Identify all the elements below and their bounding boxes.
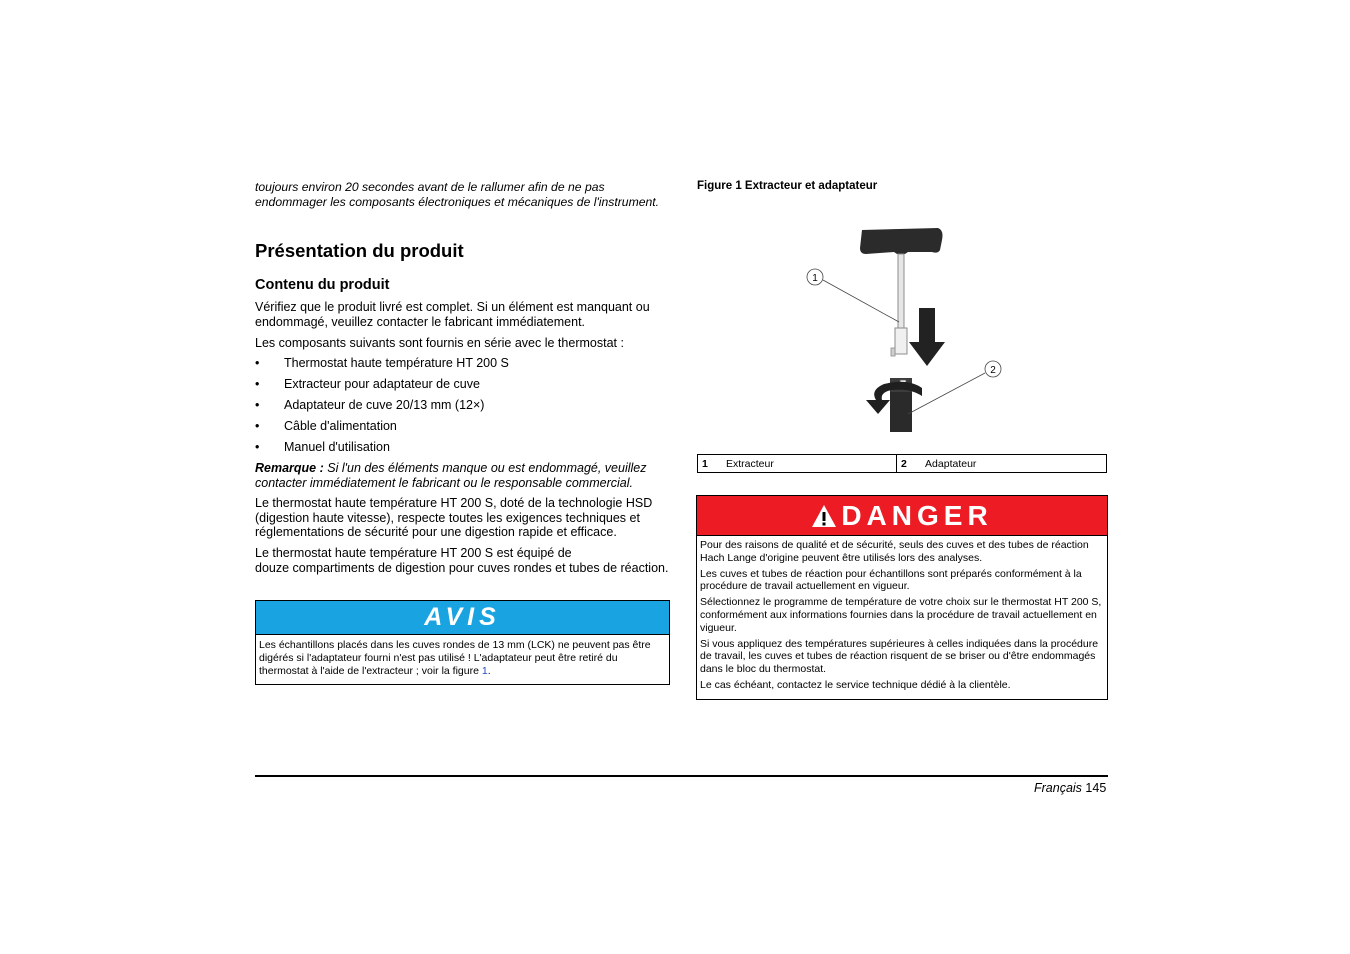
danger-heading: DANGER xyxy=(841,499,993,531)
danger-item: Pour des raisons de qualité et de sécurité, seuls des cuves et des tubes de réaction Hach Lange d'origine peuvent être utilisés lors des analyses. xyxy=(700,539,1089,564)
figure-legend-table xyxy=(697,454,1107,473)
danger-item: Les cuves et tubes de réaction pour échantillons sont préparés conformément à la procédure de travail actuellement en vigueur. xyxy=(700,567,1082,593)
intro-text: toujours environ 20 secondes avant de le rallumer afin de ne pas endommager les composants électroniques et mécaniques de l'instrument. xyxy=(255,180,660,209)
paragraph-compartments xyxy=(255,546,670,575)
notice-text-end: . xyxy=(487,664,491,677)
warning-triangle-icon xyxy=(811,504,837,528)
figure-extractor-adapter xyxy=(800,220,1010,440)
notice-text: Les échantillons placés dans les cuves rondes de 13 mm (LCK) ne peuvent pas être digérés si l'adaptateur fourni n'est pas utilisé ! L'adaptateur peut être retiré du thermostat à l'aide de l'extracteur ; voir la figure xyxy=(259,639,651,677)
footer-rule xyxy=(255,775,1108,777)
notice-heading: AVIS xyxy=(256,601,669,635)
table-row xyxy=(698,455,1107,473)
bullet-symbol: • xyxy=(255,398,260,412)
danger-header xyxy=(697,496,1107,536)
callout-line-1 xyxy=(823,280,899,322)
paragraph-compartments-line1: Le thermostat haute température HT 200 S est équipé de xyxy=(255,546,572,560)
figure-caption: Figure 1 Extracteur et adaptateur xyxy=(697,180,878,192)
legend-label: Extracteur xyxy=(722,455,897,473)
legend-number: 1 xyxy=(698,455,723,473)
list-item-text: Adaptateur de cuve 20/13 mm (12×) xyxy=(284,398,485,412)
footer-language: Français xyxy=(1034,781,1082,795)
legend-number: 2 xyxy=(897,455,922,473)
bullet-symbol: • xyxy=(255,377,260,391)
paragraph-check-delivery: Vérifiez que le produit livré est complet. Si un élément est manquant ou endommagé, veuillez contacter le fabricant immédiatement. xyxy=(255,300,650,329)
note-text: Si l'un des éléments manque ou est endommagé, veuillez contacter immédiatement le fabricant ou le responsable commercial. xyxy=(255,461,647,490)
note-label: Remarque : xyxy=(255,461,324,475)
danger-item: Le cas échéant, contactez le service technique dédié à la clientèle. xyxy=(700,678,1011,691)
bullet-symbol: • xyxy=(255,419,260,433)
page-footer xyxy=(1034,781,1106,795)
danger-item: Sélectionnez le programme de température de votre choix sur le thermostat HT 200 S, conformément aux informations fournies dans la procédure de travail actuellement en vigueur. xyxy=(700,596,1102,634)
paragraph-compartments-line2: douze compartiments de digestion pour cuves rondes et tubes de réaction. xyxy=(255,560,669,575)
figure-link[interactable]: 1 xyxy=(481,664,488,677)
danger-item: Si vous appliquez des températures supérieures à celles indiquées dans la procédure de travail, les cuves et tubes de réaction risquent de se briser ou d'être endommagés dans le bloc du thermostat. xyxy=(700,637,1099,676)
subsection-title: Contenu du produit xyxy=(255,277,390,293)
callout-label-2: 2 xyxy=(990,365,996,376)
paragraph-hsd: Le thermostat haute température HT 200 S, doté de la technologie HSD (digestion haute vitesse), respecte toutes les exigences techniques et réglementations de sécurité pour une digestion rapide et efficace. xyxy=(255,496,653,540)
paragraph-components: Les composants suivants sont fournis en série avec le thermostat : xyxy=(255,336,624,350)
t-handle xyxy=(860,228,943,254)
down-arrow-icon xyxy=(909,308,945,366)
notice-body xyxy=(256,635,669,681)
notice-box xyxy=(255,600,670,685)
callout-label-1: 1 xyxy=(812,273,818,284)
bullet-symbol: • xyxy=(255,356,260,370)
shaft-tip xyxy=(895,328,907,354)
list-item-text: Extracteur pour adaptateur de cuve xyxy=(284,377,480,391)
extractor-illustration xyxy=(800,220,1010,440)
list-item-text: Manuel d'utilisation xyxy=(284,440,390,454)
legend-label: Adaptateur xyxy=(921,455,1106,473)
section-title: Présentation du produit xyxy=(255,240,464,261)
danger-box xyxy=(696,495,1108,700)
page-number: 145 xyxy=(1085,781,1107,795)
list-item-text: Câble d'alimentation xyxy=(284,419,397,433)
note xyxy=(255,461,670,490)
bullet-symbol: • xyxy=(255,440,260,454)
danger-body xyxy=(697,536,1107,698)
pin xyxy=(891,348,895,356)
list-item-text: Thermostat haute température HT 200 S xyxy=(284,356,509,370)
